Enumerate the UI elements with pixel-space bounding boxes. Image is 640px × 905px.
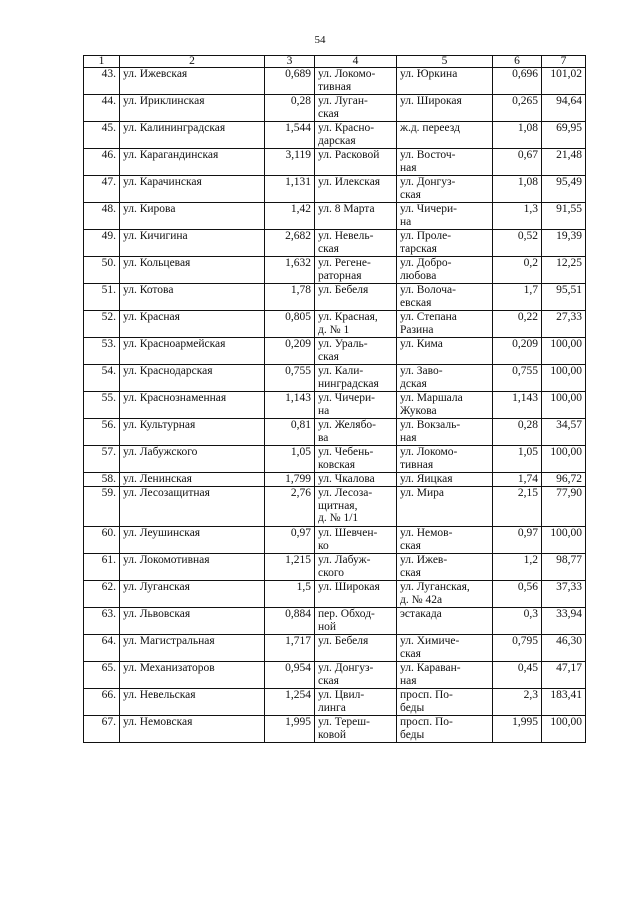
street-name-cell: ул. Магистральная [120, 635, 265, 662]
repaired-length-cell: 0,209 [493, 338, 542, 365]
section-start-cell: ул. Красная, д. № 1 [315, 311, 397, 338]
street-name-cell: ул. Невельская [120, 689, 265, 716]
repaired-length-cell: 1,74 [493, 473, 542, 487]
table-row [84, 473, 586, 487]
row-number-cell: 63. [84, 608, 120, 635]
section-end-cell: ул. Кима [397, 338, 493, 365]
repaired-percent-cell: 27,33 [542, 311, 586, 338]
section-start-cell: ул. Тереш- ковой [315, 716, 397, 743]
row-number-cell: 54. [84, 365, 120, 392]
roads-table [83, 55, 586, 743]
row-number-cell: 57. [84, 446, 120, 473]
table-row [84, 311, 586, 338]
repaired-length-cell: 0,755 [493, 365, 542, 392]
section-end-cell: просп. По- беды [397, 716, 493, 743]
section-start-cell: ул. Илекская [315, 176, 397, 203]
row-number-cell: 61. [84, 554, 120, 581]
table-row [84, 122, 586, 149]
repaired-length-cell: 0,45 [493, 662, 542, 689]
section-start-cell: ул. Чебень- ковская [315, 446, 397, 473]
repaired-percent-cell: 46,30 [542, 635, 586, 662]
section-end-cell: ул. Волоча- евская [397, 284, 493, 311]
street-name-cell: ул. Котова [120, 284, 265, 311]
section-start-cell: ул. Кали- нинградская [315, 365, 397, 392]
street-length-cell: 1,78 [265, 284, 315, 311]
section-end-cell: ул. Маршала Жукова [397, 392, 493, 419]
repaired-length-cell: 0,22 [493, 311, 542, 338]
section-end-cell: ул. Караван- ная [397, 662, 493, 689]
row-number-cell: 45. [84, 122, 120, 149]
street-length-cell: 1,632 [265, 257, 315, 284]
repaired-percent-cell: 37,33 [542, 581, 586, 608]
street-name-cell: ул. Кирова [120, 203, 265, 230]
repaired-length-cell: 0,28 [493, 419, 542, 446]
column-header: 4 [315, 56, 397, 68]
repaired-percent-cell: 100,00 [542, 338, 586, 365]
section-end-cell: ул. Широкая [397, 95, 493, 122]
repaired-percent-cell: 47,17 [542, 662, 586, 689]
section-end-cell: просп. По- беды [397, 689, 493, 716]
section-start-cell: ул. Донгуз- ская [315, 662, 397, 689]
section-end-cell: ул. Немов- ская [397, 527, 493, 554]
column-header: 7 [542, 56, 586, 68]
table-header-row [84, 56, 586, 68]
street-name-cell: ул. Львовская [120, 608, 265, 635]
repaired-percent-cell: 100,00 [542, 446, 586, 473]
repaired-length-cell: 1,3 [493, 203, 542, 230]
row-number-cell: 66. [84, 689, 120, 716]
street-length-cell: 1,215 [265, 554, 315, 581]
section-start-cell: ул. Красно- дарская [315, 122, 397, 149]
street-length-cell: 0,954 [265, 662, 315, 689]
section-start-cell: ул. Локомо- тивная [315, 68, 397, 95]
repaired-percent-cell: 91,55 [542, 203, 586, 230]
section-end-cell: ул. Проле- тарская [397, 230, 493, 257]
street-name-cell: ул. Краснодарская [120, 365, 265, 392]
table-row [84, 392, 586, 419]
street-name-cell: ул. Ириклинская [120, 95, 265, 122]
column-header: 3 [265, 56, 315, 68]
street-name-cell: ул. Культурная [120, 419, 265, 446]
street-length-cell: 1,42 [265, 203, 315, 230]
street-name-cell: ул. Краснознаменная [120, 392, 265, 419]
section-start-cell: ул. Ураль- ская [315, 338, 397, 365]
repaired-length-cell: 0,56 [493, 581, 542, 608]
row-number-cell: 47. [84, 176, 120, 203]
street-name-cell: ул. Карагандинская [120, 149, 265, 176]
repaired-length-cell: 1,08 [493, 176, 542, 203]
table-body [84, 68, 586, 743]
row-number-cell: 56. [84, 419, 120, 446]
section-start-cell: ул. Бебеля [315, 284, 397, 311]
section-end-cell: ул. Луганская, д. № 42а [397, 581, 493, 608]
row-number-cell: 48. [84, 203, 120, 230]
column-header: 5 [397, 56, 493, 68]
row-number-cell: 46. [84, 149, 120, 176]
row-number-cell: 44. [84, 95, 120, 122]
street-length-cell: 1,5 [265, 581, 315, 608]
section-start-cell: ул. Чкалова [315, 473, 397, 487]
section-end-cell: ул. Вокзаль- ная [397, 419, 493, 446]
repaired-percent-cell: 95,51 [542, 284, 586, 311]
row-number-cell: 59. [84, 487, 120, 527]
street-length-cell: 0,97 [265, 527, 315, 554]
repaired-percent-cell: 100,00 [542, 716, 586, 743]
page-number: 54 [314, 34, 326, 46]
street-length-cell: 0,689 [265, 68, 315, 95]
table-row [84, 487, 586, 527]
section-end-cell: ул. Степана Разина [397, 311, 493, 338]
section-end-cell: ул. Юркина [397, 68, 493, 95]
repaired-length-cell: 0,97 [493, 527, 542, 554]
section-start-cell: ул. Лабуж- ского [315, 554, 397, 581]
table-row [84, 419, 586, 446]
street-length-cell: 0,81 [265, 419, 315, 446]
street-length-cell: 1,254 [265, 689, 315, 716]
table-row [84, 284, 586, 311]
repaired-length-cell: 0,2 [493, 257, 542, 284]
table-row [84, 554, 586, 581]
section-end-cell: ул. Заво- дская [397, 365, 493, 392]
repaired-percent-cell: 33,94 [542, 608, 586, 635]
repaired-percent-cell: 69,95 [542, 122, 586, 149]
row-number-cell: 51. [84, 284, 120, 311]
repaired-length-cell: 1,995 [493, 716, 542, 743]
repaired-percent-cell: 95,49 [542, 176, 586, 203]
street-length-cell: 1,995 [265, 716, 315, 743]
column-header: 2 [120, 56, 265, 68]
row-number-cell: 62. [84, 581, 120, 608]
street-name-cell: ул. Кольцевая [120, 257, 265, 284]
street-name-cell: ул. Леушинская [120, 527, 265, 554]
street-name-cell: ул. Карачинская [120, 176, 265, 203]
repaired-percent-cell: 100,00 [542, 527, 586, 554]
section-end-cell: ул. Мира [397, 487, 493, 527]
section-start-cell: ул. Регене- раторная [315, 257, 397, 284]
repaired-length-cell: 2,15 [493, 487, 542, 527]
table-row [84, 176, 586, 203]
repaired-percent-cell: 94,64 [542, 95, 586, 122]
street-length-cell: 3,119 [265, 149, 315, 176]
section-start-cell: ул. Луган- ская [315, 95, 397, 122]
street-length-cell: 1,131 [265, 176, 315, 203]
section-end-cell: ул. Донгуз- ская [397, 176, 493, 203]
repaired-percent-cell: 77,90 [542, 487, 586, 527]
repaired-length-cell: 0,52 [493, 230, 542, 257]
repaired-percent-cell: 21,48 [542, 149, 586, 176]
street-name-cell: ул. Лабужского [120, 446, 265, 473]
section-start-cell: ул. Лесоза- щитная, д. № 1/1 [315, 487, 397, 527]
repaired-length-cell: 1,7 [493, 284, 542, 311]
row-number-cell: 49. [84, 230, 120, 257]
table-row [84, 689, 586, 716]
repaired-percent-cell: 98,77 [542, 554, 586, 581]
table-row [84, 716, 586, 743]
section-end-cell: эстакада [397, 608, 493, 635]
section-end-cell: ул. Локомо- тивная [397, 446, 493, 473]
section-start-cell: ул. Шевчен- ко [315, 527, 397, 554]
street-length-cell: 1,799 [265, 473, 315, 487]
section-start-cell: ул. Расковой [315, 149, 397, 176]
section-start-cell: ул. 8 Марта [315, 203, 397, 230]
column-header: 1 [84, 56, 120, 68]
section-end-cell: ул. Восточ- ная [397, 149, 493, 176]
section-start-cell: ул. Чичери- на [315, 392, 397, 419]
street-name-cell: ул. Ленинская [120, 473, 265, 487]
section-end-cell: ул. Яицкая [397, 473, 493, 487]
repaired-percent-cell: 34,57 [542, 419, 586, 446]
section-start-cell: ул. Бебеля [315, 635, 397, 662]
section-start-cell: пер. Обход- ной [315, 608, 397, 635]
row-number-cell: 60. [84, 527, 120, 554]
table-row [84, 365, 586, 392]
table-row [84, 446, 586, 473]
street-name-cell: ул. Красноармейская [120, 338, 265, 365]
street-name-cell: ул. Кичигина [120, 230, 265, 257]
street-name-cell: ул. Красная [120, 311, 265, 338]
repaired-length-cell: 1,08 [493, 122, 542, 149]
table-row [84, 581, 586, 608]
row-number-cell: 50. [84, 257, 120, 284]
repaired-percent-cell: 183,41 [542, 689, 586, 716]
repaired-length-cell: 2,3 [493, 689, 542, 716]
street-length-cell: 1,143 [265, 392, 315, 419]
street-length-cell: 0,805 [265, 311, 315, 338]
street-length-cell: 2,76 [265, 487, 315, 527]
street-name-cell: ул. Ижевская [120, 68, 265, 95]
repaired-percent-cell: 19,39 [542, 230, 586, 257]
street-name-cell: ул. Механизаторов [120, 662, 265, 689]
repaired-length-cell: 1,2 [493, 554, 542, 581]
street-length-cell: 2,682 [265, 230, 315, 257]
section-start-cell: ул. Широкая [315, 581, 397, 608]
repaired-length-cell: 0,67 [493, 149, 542, 176]
street-length-cell: 0,755 [265, 365, 315, 392]
table-row [84, 662, 586, 689]
column-header: 6 [493, 56, 542, 68]
repaired-length-cell: 1,143 [493, 392, 542, 419]
street-length-cell: 0,209 [265, 338, 315, 365]
repaired-length-cell: 0,3 [493, 608, 542, 635]
street-length-cell: 1,717 [265, 635, 315, 662]
section-start-cell: ул. Желябо- ва [315, 419, 397, 446]
section-end-cell: ул. Химиче- ская [397, 635, 493, 662]
table-row [84, 230, 586, 257]
repaired-percent-cell: 100,00 [542, 392, 586, 419]
repaired-percent-cell: 96,72 [542, 473, 586, 487]
row-number-cell: 52. [84, 311, 120, 338]
street-name-cell: ул. Калининградская [120, 122, 265, 149]
repaired-length-cell: 1,05 [493, 446, 542, 473]
section-end-cell: ул. Чичери- на [397, 203, 493, 230]
section-end-cell: ул. Ижев- ская [397, 554, 493, 581]
repaired-percent-cell: 100,00 [542, 365, 586, 392]
row-number-cell: 53. [84, 338, 120, 365]
section-end-cell: ж.д. переезд [397, 122, 493, 149]
table-row [84, 149, 586, 176]
repaired-length-cell: 0,795 [493, 635, 542, 662]
table-row [84, 608, 586, 635]
repaired-percent-cell: 101,02 [542, 68, 586, 95]
repaired-length-cell: 0,265 [493, 95, 542, 122]
row-number-cell: 64. [84, 635, 120, 662]
table-row [84, 68, 586, 95]
table-row [84, 635, 586, 662]
street-name-cell: ул. Немовская [120, 716, 265, 743]
street-length-cell: 0,884 [265, 608, 315, 635]
row-number-cell: 55. [84, 392, 120, 419]
section-start-cell: ул. Цвил- линга [315, 689, 397, 716]
section-start-cell: ул. Невель- ская [315, 230, 397, 257]
table-row [84, 257, 586, 284]
row-number-cell: 43. [84, 68, 120, 95]
table-row [84, 95, 586, 122]
street-length-cell: 1,544 [265, 122, 315, 149]
street-name-cell: ул. Лесозащитная [120, 487, 265, 527]
row-number-cell: 67. [84, 716, 120, 743]
table-row [84, 338, 586, 365]
street-length-cell: 0,28 [265, 95, 315, 122]
table-row [84, 203, 586, 230]
repaired-length-cell: 0,696 [493, 68, 542, 95]
street-name-cell: ул. Луганская [120, 581, 265, 608]
street-name-cell: ул. Локомотивная [120, 554, 265, 581]
street-length-cell: 1,05 [265, 446, 315, 473]
repaired-percent-cell: 12,25 [542, 257, 586, 284]
table-row [84, 527, 586, 554]
row-number-cell: 58. [84, 473, 120, 487]
row-number-cell: 65. [84, 662, 120, 689]
section-end-cell: ул. Добро- любова [397, 257, 493, 284]
